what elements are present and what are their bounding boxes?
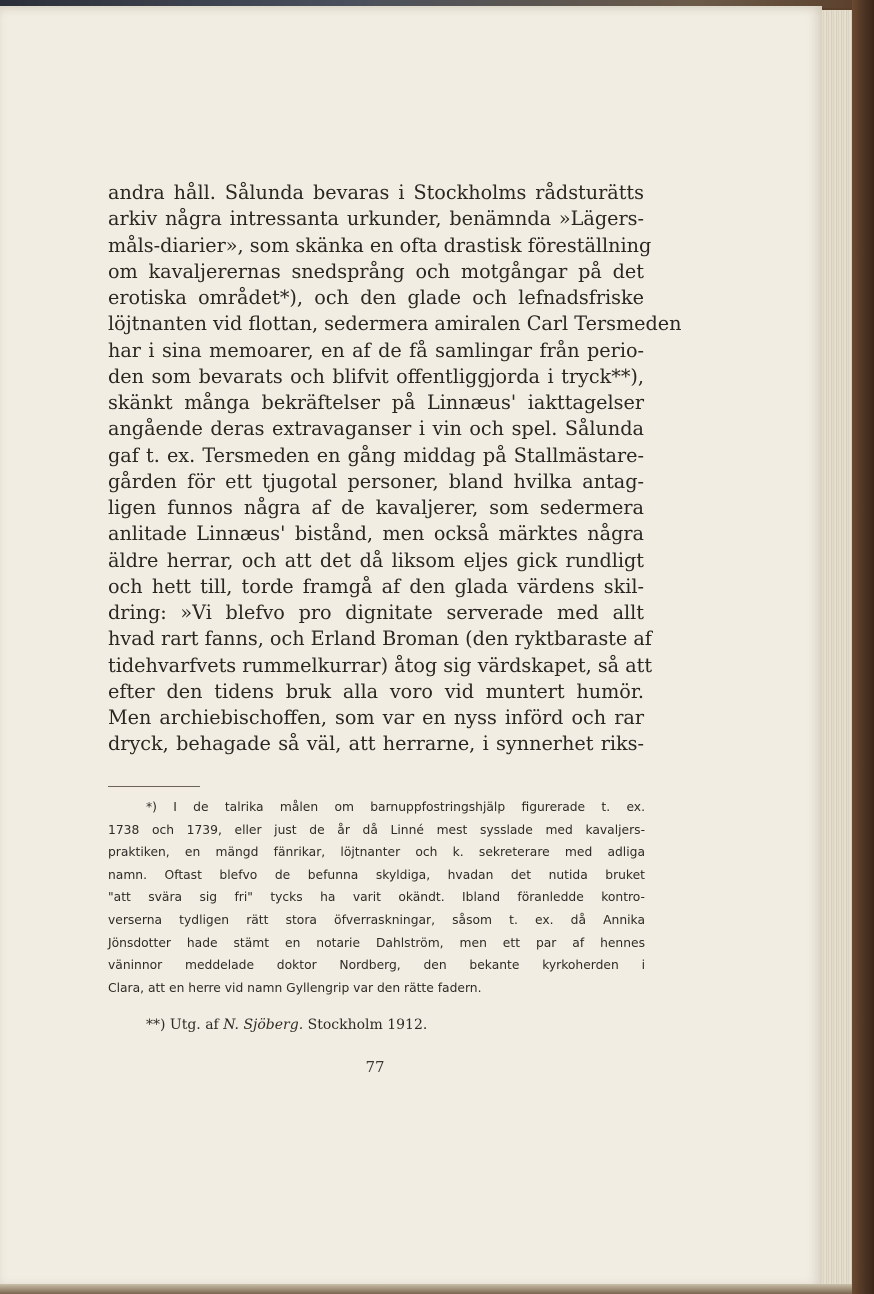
body-line: den som bevarats och blifvit offentliggjorda i tryck**), <box>108 364 644 388</box>
body-line: dring: »Vi blefvo pro dignitate serverade med allt <box>108 601 644 624</box>
footnote-line: verserna tydligen rätt stora öfverraskningar, såsom t. ex. då Annika <box>108 912 645 927</box>
body-line: hvad rart fanns, och Erland Broman (den ryktbaraste af <box>108 627 652 651</box>
body-line: ligen funnos några af de kavaljerer, som sedermera <box>108 496 644 519</box>
body-line: anlitade Linnæus' bistånd, men också märktes några <box>108 522 644 546</box>
footnote-line: Clara, att en herre vid namn Gyllengrip var den rätte fadern. <box>108 980 482 995</box>
footnote-line: praktiken, en mängd fänrikar, löjtnanter och k. sekreterare med adliga <box>108 845 645 860</box>
body-line: Men archiebischoffen, som var en nyss införd och rar <box>108 706 644 729</box>
body-line: måls-diarier», som skänka en ofta drastisk föreställning <box>108 233 652 257</box>
body-line: om kavaljerernas snedsprång och motgångar på det <box>108 259 644 283</box>
footnote-2 <box>146 1014 427 1036</box>
bottom-edge <box>0 1284 852 1294</box>
footnote-line: "att svära sig fri" tycks ha varit okändt. Ibland föranledde kontro- <box>108 890 645 905</box>
body-line: och hett till, torde framgå af den glada värdens skil- <box>108 574 644 598</box>
body-line: arkiv några intressanta urkunder, benämnda »Lägers- <box>108 207 644 231</box>
body-line: andra håll. Sålunda bevaras i Stockholms rådsturätts <box>108 181 644 204</box>
footnote-line: väninnor meddelade doktor Nordberg, den bekante kyrkoherden i <box>108 958 645 973</box>
footnote-rule <box>108 786 200 787</box>
footnote-2-author: N. Sjöberg. <box>223 1017 304 1033</box>
footnote-line: namn. Oftast blefvo de befunna skyldiga, hvadan det nutida bruket <box>108 867 645 882</box>
body-line: gaf t. ex. Tersmeden en gång middag på Stallmästare- <box>108 443 644 467</box>
body-line: har i sina memoarer, en af de få samlingar från perio- <box>108 338 644 362</box>
body-line: dryck, behagade så väl, att herrarne, i synnerhet riks- <box>108 732 644 756</box>
footnote-line: *) I de talrika målen om barnuppfostringshjälp figurerade t. ex. <box>146 800 645 814</box>
footnote-line: Jönsdotter hade stämt en notarie Dahlström, men ett par af hennes <box>108 935 645 950</box>
body-text <box>108 180 682 758</box>
footnote-line: 1738 och 1739, eller just de år då Linné mest sysslade med kavaljers- <box>108 822 645 837</box>
body-line: löjtnanten vid flottan, sedermera amiralen Carl Tersmeden <box>108 312 682 336</box>
footnote-2-prefix: **) Utg. af <box>146 1017 224 1033</box>
footnote-1 <box>108 796 645 999</box>
body-line: skänkt många bekräftelser på Linnæus' iakttagelser <box>108 391 644 414</box>
body-line: efter den tidens bruk alla voro vid muntert humör. <box>108 679 644 703</box>
body-line: angående deras extravaganser i vin och spel. Sålunda <box>108 417 644 441</box>
body-line: gården för ett tjugotal personer, bland hvilka antag- <box>108 469 644 493</box>
body-line: tidehvarfvets rummelkurrar) åtog sig värdskapet, så att <box>108 653 653 677</box>
body-line: erotiska området*), och den glade och lefnadsfriske <box>108 286 644 309</box>
book-cover-edge <box>852 0 874 1294</box>
page-stack-edge <box>822 10 853 1286</box>
body-line: äldre herrar, och att det då liksom eljes gick rundligt <box>108 548 644 572</box>
page-number: 77 <box>365 1058 385 1076</box>
footnote-2-suffix: Stockholm 1912. <box>303 1017 428 1033</box>
